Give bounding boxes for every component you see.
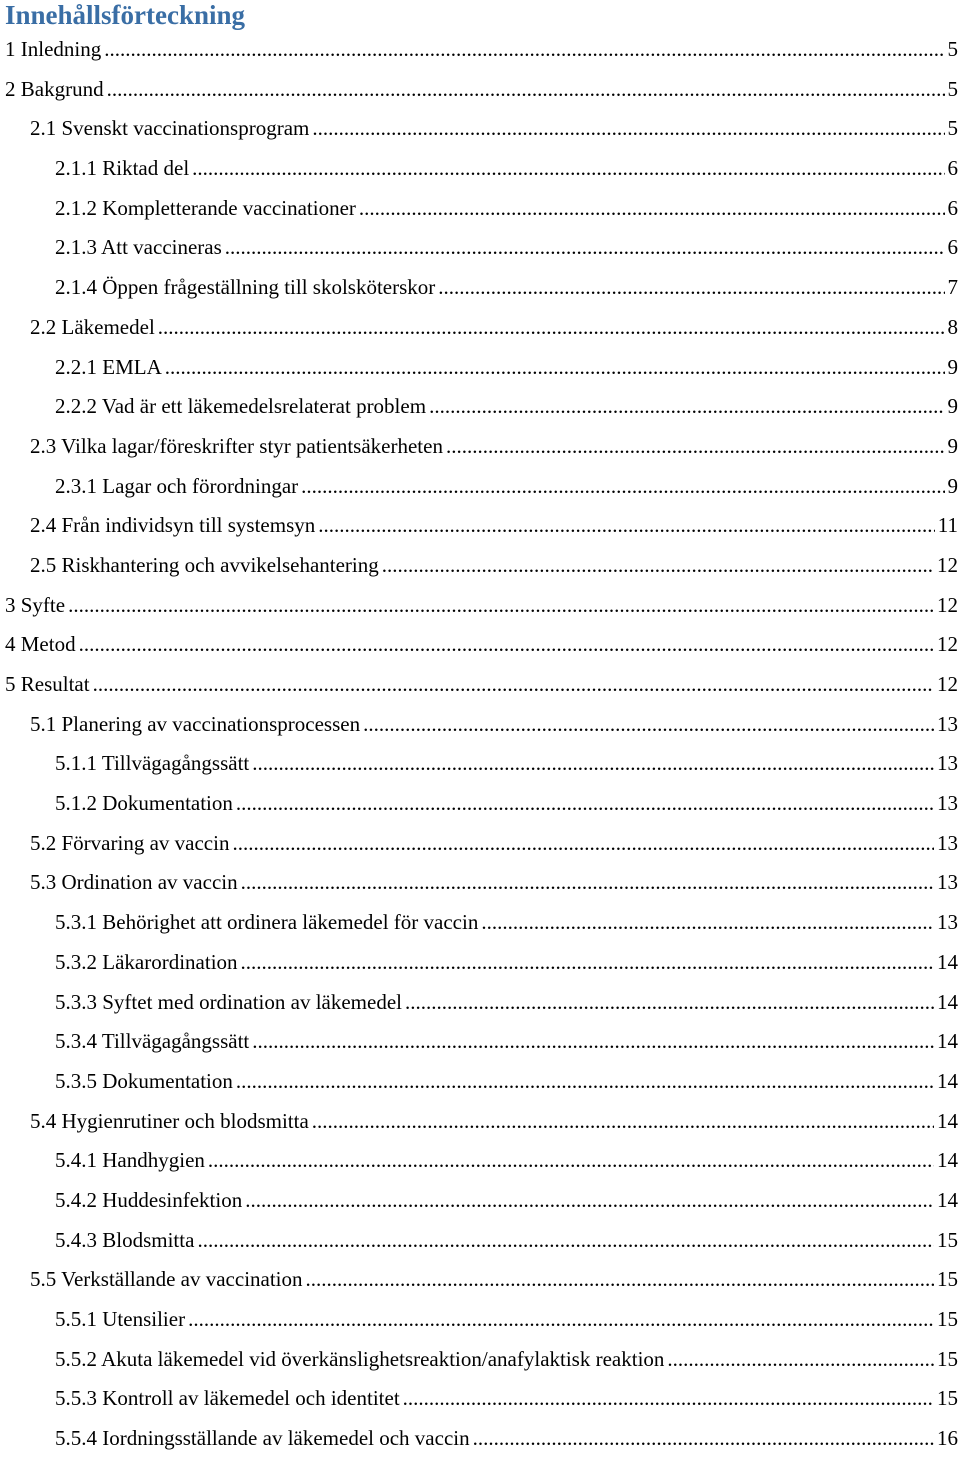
- toc-entry[interactable]: [0, 705, 960, 745]
- toc-entry-page-number: 14: [937, 1022, 960, 1062]
- toc-entry[interactable]: [0, 1379, 960, 1419]
- toc-entry-page-number: 12: [937, 546, 960, 586]
- toc-entry-title: 2.3 Vilka lagar/föreskrifter styr patientsäkerheten: [30, 427, 443, 467]
- toc-entry-title: 2 Bakgrund: [5, 70, 104, 110]
- toc-entry-page-number: 14: [937, 983, 960, 1023]
- toc-entry-title: 2.4 Från individsyn till systemsyn: [30, 506, 315, 546]
- dot-leader: [79, 625, 934, 665]
- dot-leader: [236, 1062, 934, 1102]
- toc-entry-page-number: 8: [948, 308, 960, 348]
- dot-leader: [93, 665, 934, 705]
- toc-entry-page-number: 13: [937, 744, 960, 784]
- toc-entry-page-number: 15: [937, 1300, 960, 1340]
- toc-entry-page-number: 13: [937, 705, 960, 745]
- toc-entry[interactable]: [0, 943, 960, 983]
- toc-entry[interactable]: [0, 546, 960, 586]
- toc-entry[interactable]: [0, 784, 960, 824]
- toc-entry[interactable]: [0, 268, 960, 308]
- toc-entry-page-number: 14: [937, 943, 960, 983]
- toc-entry-page-number: 11: [938, 506, 960, 546]
- dot-leader: [438, 268, 944, 308]
- toc-list: [0, 30, 960, 1459]
- toc-entry-title: 5.1.2 Dokumentation: [55, 784, 233, 824]
- dot-leader: [382, 546, 934, 586]
- toc-entry-title: 4 Metod: [5, 625, 76, 665]
- dot-leader: [245, 1181, 934, 1221]
- dot-leader: [236, 784, 934, 824]
- toc-entry-page-number: 5: [948, 70, 960, 110]
- toc-entry-page-number: 14: [937, 1141, 960, 1181]
- dot-leader: [232, 824, 934, 864]
- dot-leader: [318, 506, 935, 546]
- toc-entry-title: 2.2 Läkemedel: [30, 308, 155, 348]
- dot-leader: [208, 1141, 934, 1181]
- toc-entry-title: 2.1 Svenskt vaccinationsprogram: [30, 109, 309, 149]
- toc-entry-page-number: 12: [937, 625, 960, 665]
- toc-entry-title: 2.2.1 EMLA: [55, 348, 162, 388]
- toc-entry[interactable]: [0, 1340, 960, 1380]
- toc-entry-title: 1 Inledning: [5, 30, 101, 70]
- toc-entry-title: 5.3.1 Behörighet att ordinera läkemedel för vaccin: [55, 903, 478, 943]
- toc-entry-title: 5.3 Ordination av vaccin: [30, 863, 238, 903]
- toc-entry-page-number: 14: [937, 1181, 960, 1221]
- toc-entry-page-number: 13: [937, 863, 960, 903]
- toc-entry[interactable]: [0, 983, 960, 1023]
- dot-leader: [241, 943, 934, 983]
- dot-leader: [473, 1419, 934, 1459]
- toc-entry-page-number: 9: [948, 427, 960, 467]
- toc-entry-page-number: 9: [948, 467, 960, 507]
- toc-entry[interactable]: [0, 506, 960, 546]
- toc-entry[interactable]: [0, 467, 960, 507]
- toc-entry-page-number: 12: [937, 586, 960, 626]
- toc-entry[interactable]: [0, 70, 960, 110]
- toc-entry-title: 5.5.3 Kontroll av läkemedel och identitet: [55, 1379, 400, 1419]
- toc-entry-title: 5.4.1 Handhygien: [55, 1141, 205, 1181]
- toc-entry-title: 5.3.4 Tillvägagångssätt: [55, 1022, 249, 1062]
- toc-entry-page-number: 14: [937, 1102, 960, 1142]
- toc-entry-page-number: 12: [937, 665, 960, 705]
- toc-entry-page-number: 5: [948, 30, 960, 70]
- toc-entry[interactable]: [0, 1260, 960, 1300]
- toc-entry[interactable]: [0, 1141, 960, 1181]
- dot-leader: [405, 983, 934, 1023]
- toc-entry[interactable]: [0, 1181, 960, 1221]
- dot-leader: [107, 70, 945, 110]
- toc-entry-page-number: 13: [937, 784, 960, 824]
- dot-leader: [188, 1300, 934, 1340]
- toc-entry-page-number: 15: [937, 1260, 960, 1300]
- toc-entry[interactable]: [0, 824, 960, 864]
- dot-leader: [446, 427, 945, 467]
- toc-entry[interactable]: [0, 903, 960, 943]
- toc-entry[interactable]: [0, 1221, 960, 1261]
- dot-leader: [197, 1221, 934, 1261]
- toc-entry[interactable]: [0, 228, 960, 268]
- toc-entry-page-number: 15: [937, 1221, 960, 1261]
- toc-entry-title: 2.1.1 Riktad del: [55, 149, 189, 189]
- toc-entry-page-number: 16: [937, 1419, 960, 1459]
- toc-entry-title: 2.3.1 Lagar och förordningar: [55, 467, 298, 507]
- toc-entry-title: 5.2 Förvaring av vaccin: [30, 824, 229, 864]
- toc-entry-page-number: 5: [948, 109, 960, 149]
- toc-entry[interactable]: [0, 30, 960, 70]
- dot-leader: [481, 903, 934, 943]
- toc-entry[interactable]: [0, 109, 960, 149]
- toc-entry-page-number: 6: [948, 189, 960, 229]
- toc-entry-page-number: 14: [937, 1062, 960, 1102]
- toc-entry[interactable]: [0, 1102, 960, 1142]
- dot-leader: [68, 586, 934, 626]
- toc-entry-title: 5.1 Planering av vaccinationsprocessen: [30, 705, 360, 745]
- toc-entry-title: 5 Resultat: [5, 665, 90, 705]
- toc-entry[interactable]: [0, 586, 960, 626]
- toc-entry[interactable]: [0, 387, 960, 427]
- dot-leader: [225, 228, 945, 268]
- dot-leader: [306, 1260, 934, 1300]
- toc-entry[interactable]: [0, 1022, 960, 1062]
- toc-entry-title: 2.5 Riskhantering och avvikelsehantering: [30, 546, 379, 586]
- toc-entry[interactable]: [0, 149, 960, 189]
- dot-leader: [429, 387, 944, 427]
- toc-entry[interactable]: [0, 1419, 960, 1459]
- toc-entry[interactable]: [0, 625, 960, 665]
- dot-leader: [403, 1379, 934, 1419]
- toc-entry[interactable]: [0, 1062, 960, 1102]
- toc-entry[interactable]: [0, 1300, 960, 1340]
- toc-entry-title: 5.5.1 Utensilier: [55, 1300, 185, 1340]
- dot-leader: [359, 189, 945, 229]
- toc-entry-page-number: 9: [948, 387, 960, 427]
- toc-entry[interactable]: [0, 348, 960, 388]
- dot-leader: [312, 1102, 934, 1142]
- dot-leader: [104, 30, 944, 70]
- toc-entry-page-number: 13: [937, 824, 960, 864]
- toc-entry-title: 5.4 Hygienrutiner och blodsmitta: [30, 1102, 309, 1142]
- toc-entry[interactable]: [0, 744, 960, 784]
- dot-leader: [241, 863, 934, 903]
- toc-entry-title: 5.5 Verkställande av vaccination: [30, 1260, 303, 1300]
- toc-entry-title: 5.3.2 Läkarordination: [55, 943, 238, 983]
- toc-entry-title: 2.1.3 Att vaccineras: [55, 228, 222, 268]
- dot-leader: [252, 744, 934, 784]
- dot-leader: [165, 348, 945, 388]
- toc-entry-title: 5.4.3 Blodsmitta: [55, 1221, 194, 1261]
- toc-entry-page-number: 7: [948, 268, 960, 308]
- dot-leader: [252, 1022, 934, 1062]
- toc-entry-page-number: 15: [937, 1340, 960, 1380]
- toc-entry-title: 5.3.3 Syftet med ordination av läkemedel: [55, 983, 402, 1023]
- toc-entry[interactable]: [0, 427, 960, 467]
- toc-entry-page-number: 13: [937, 903, 960, 943]
- toc-heading: Innehållsförteckning: [5, 0, 245, 30]
- dot-leader: [301, 467, 944, 507]
- toc-entry-page-number: 15: [937, 1379, 960, 1419]
- toc-entry-title: 5.1.1 Tillvägagångssätt: [55, 744, 249, 784]
- toc-entry-title: 5.5.2 Akuta läkemedel vid överkänslighetsreaktion/anafylaktisk reaktion: [55, 1340, 664, 1380]
- dot-leader: [363, 705, 934, 745]
- toc-entry-title: 3 Syfte: [5, 586, 65, 626]
- toc-entry-title: 2.2.2 Vad är ett läkemedelsrelaterat problem: [55, 387, 426, 427]
- toc-entry[interactable]: [0, 189, 960, 229]
- dot-leader: [312, 109, 944, 149]
- toc-entry-page-number: 6: [948, 228, 960, 268]
- dot-leader: [158, 308, 945, 348]
- dot-leader: [667, 1340, 934, 1380]
- toc-entry-title: 2.1.4 Öppen frågeställning till skolsköterskor: [55, 268, 435, 308]
- toc-entry-title: 5.3.5 Dokumentation: [55, 1062, 233, 1102]
- dot-leader: [192, 149, 944, 189]
- toc-entry[interactable]: [0, 665, 960, 705]
- toc-entry-page-number: 9: [948, 348, 960, 388]
- toc-entry-title: 5.4.2 Huddesinfektion: [55, 1181, 242, 1221]
- toc-entry-title: 5.5.4 Iordningsställande av läkemedel och vaccin: [55, 1419, 470, 1459]
- toc-entry[interactable]: [0, 863, 960, 903]
- toc-entry-title: 2.1.2 Kompletterande vaccinationer: [55, 189, 356, 229]
- toc-entry-page-number: 6: [948, 149, 960, 189]
- toc-entry[interactable]: [0, 308, 960, 348]
